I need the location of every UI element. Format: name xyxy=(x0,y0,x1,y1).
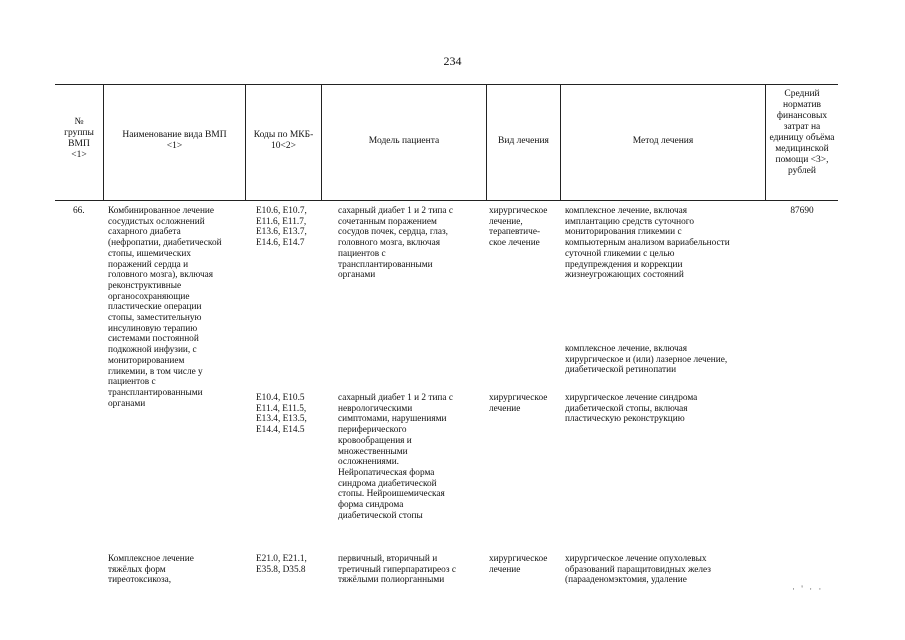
vmp-name-cell: Комбинированное лечение сосудистых осложнений сахарного диабета (нефропатии, диабетической стопы, ишемических поражений сердца и головного мозга), включая реконструктивные органосохраняющие пластические операции стопы, заместительную инсулиновую терапию системами постоянной подкожной инфузии, с мониторированием гликемии, в том числе у пациентов с трансплантированными органами xyxy=(108,206,222,409)
header-group-number: № группы ВМП <1> xyxy=(64,117,94,160)
header-vmp-name: Наименование вида ВМП <1> xyxy=(122,130,227,151)
treatment-type-cell: хирургическое лечение, терапевтиче- ское лечение xyxy=(489,206,548,249)
page-number: 234 xyxy=(443,54,462,68)
treatment-method-cell: хирургическое лечение синдрома диабетической стопы, включая пластическую реконструкцию xyxy=(565,393,698,425)
header-icd-codes: Коды по МКБ- 10<2> xyxy=(253,130,314,151)
vmp-name-cell: Комплексное лечение тяжёлых форм тиреотоксикоза, xyxy=(108,554,194,586)
scan-artifact-marks: · ' · · xyxy=(792,584,824,594)
patient-model-cell: первичный, вторичный и третичный гиперпаратиреоз с тяжёлыми полиорганными xyxy=(338,554,456,586)
patient-model-cell: сахарный диабет 1 и 2 типа с неврологическими симптомами, нарушениями периферического кровообращения и множественными осложнениями. Нейропатическая форма синдрома диабетической стопы. Нейроишемическая форма синдрома диабетической стопы xyxy=(338,393,453,521)
row-number: 66. xyxy=(73,206,85,216)
header-treatment-method: Метод лечения xyxy=(632,136,694,146)
treatment-method-cell: хирургическое лечение опухолевых образований паращитовидных желез (парааденомэктомия, удаление xyxy=(565,554,711,586)
table-top-border xyxy=(55,84,838,85)
treatment-method-cell: комплексное лечение, включая хирургическое и (или) лазерное лечение, диабетической ретинопатии xyxy=(565,344,728,376)
treatment-type-cell: хирургическое лечение xyxy=(489,393,548,414)
icd-codes-cell: E10.6, E10.7, E11.6, E11.7, E13.6, E13.7, E14.6, E14.7 xyxy=(256,206,307,249)
header-treatment-type: Вид лечения xyxy=(498,136,549,146)
header-patient-model: Модель пациента xyxy=(368,136,440,146)
icd-codes-cell: E10.4, E10.5 E11.4, E11.5, E13.4, E13.5, E14.4, E14.5 xyxy=(256,393,307,436)
patient-model-cell: сахарный диабет 1 и 2 типа с сочетанным поражением сосудов почек, сердца, глаз, головного мозга, включая пациентов с трансплантированными органами xyxy=(338,206,453,281)
icd-codes-cell: E21.0, E21.1, E35.8, D35.8 xyxy=(256,554,307,575)
table-header-bottom-border xyxy=(55,200,838,201)
treatment-type-cell: хирургическое лечение xyxy=(489,554,548,575)
header-average-cost: Средний норматив финансовых затрат на единицу объёма медицинской помощи <3>, рублей xyxy=(769,89,835,176)
cost-cell: 87690 xyxy=(790,206,814,216)
treatment-method-cell: комплексное лечение, включая имплантацию средств суточного мониторирования гликемии с компьютерным анализом вариабельности суточной гликемии с целью предупреждения и коррекции жизнеугрожающих состояний xyxy=(565,206,730,281)
